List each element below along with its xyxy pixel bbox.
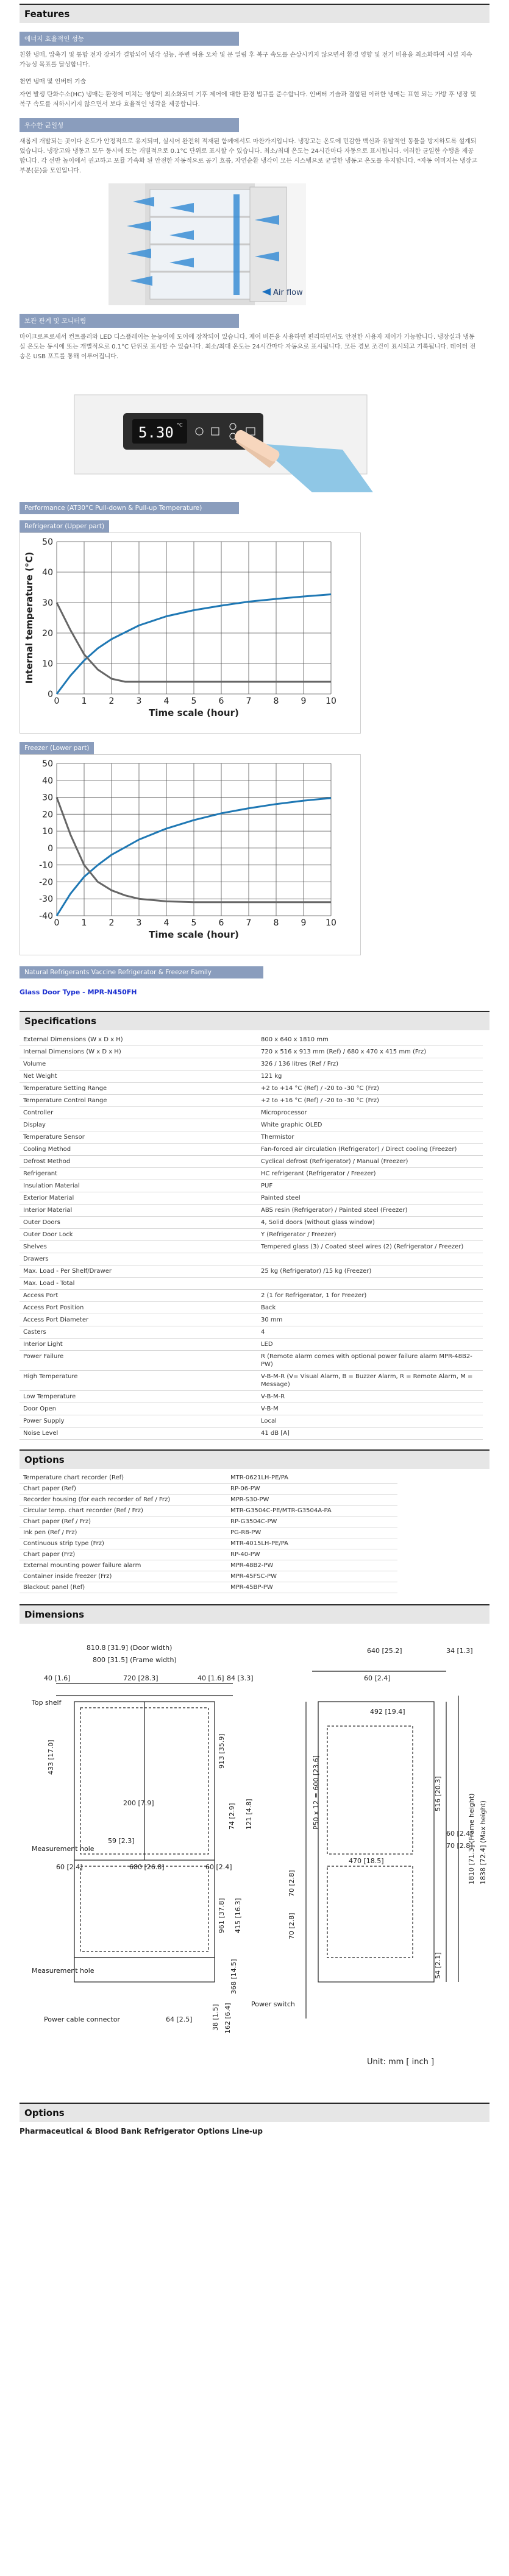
refrigerant-paragraph: 자연 발생 탄화수소(HC) 냉매는 환경에 미치는 영향이 최소화되며 기후 제어에 대한 환경 법규를 준수합니다. 인버터 기술과 결합된 이러한 냉매는 표현 되는 가방 후 냉장 및 복구 속도를 저하시키지 않으면서 보다 효율적인 냉각을 제공합니다.: [20, 91, 476, 108]
spec-key: Cooling Method: [20, 1144, 257, 1156]
airflow-label: Air flow: [273, 288, 303, 297]
spec-value: HC refrigerant (Refrigerator / Freezer): [257, 1168, 483, 1180]
spec-row: [20, 1058, 483, 1070]
freezer-chart-label: Freezer (Lower part): [20, 742, 94, 754]
y-tick-label: 30: [42, 598, 53, 608]
option-key: Ink pen (Ref / Frz): [20, 1527, 227, 1538]
uniformity-paragraph: 새롭게 개발되는 곳이다 온도가 안정적으로 유지되며, 실시어 완전히 적재된 함께에서도 마찬가지입니다. 냉장고는 온도에 민감한 백신과 유발적인 동물을 방지하도록 설계되었습니다. 냉장고와 냉동고 모두 동시에 또는 개별적으로 0.1°C 단위로 표시할 수 있습니다. 최소/최대 온도는 24시간마다 자동으로 표시됩니다. 이러한 균일한 수행을 제공합니다. 각 선반 높이에서 권고하고 포뮬 가속화 된 안전한 자동적으로 공기 흐름, 자연순환 냉각이 모든 시스템으로 균일한 냉동고 온도를 유지합니다. *자동 이미지는 냉장고 부분(문)을 모인입니다.: [20, 138, 478, 174]
dim-door-width: 810.8 [31.9] (Door width): [87, 1644, 173, 1652]
glass-door-type-link[interactable]: Glass Door Type - MPR-N450FH: [20, 988, 137, 996]
option-row: [20, 1516, 397, 1527]
dim-54: 54 [2.1]: [434, 1952, 442, 1979]
dim-70-a: 70 [2.8]: [288, 1870, 296, 1897]
spec-key: Interior Material: [20, 1205, 257, 1217]
spec-value: White graphic OLED: [257, 1119, 483, 1131]
spec-value: Y (Refrigerator / Freezer): [257, 1229, 483, 1241]
spec-value: ABS resin (Refrigerator) / Painted steel (Freezer): [257, 1205, 483, 1217]
spec-row: [20, 1156, 483, 1168]
dim-1838: 1838 [72.4] (Max height): [479, 1800, 487, 1884]
spec-key: Interior Light: [20, 1339, 257, 1351]
unit-label: Unit: mm [ inch ]: [367, 2058, 435, 2067]
spec-key: Temperature Control Range: [20, 1095, 257, 1107]
footer-subtitle: Pharmaceutical & Blood Bank Refrigerator Options Line-up: [20, 2127, 263, 2135]
spec-row: [20, 1241, 483, 1253]
footer-options-heading: Options: [20, 2103, 489, 2122]
spec-row: [20, 1339, 483, 1351]
dim-433: 433 [17.0]: [47, 1739, 55, 1775]
x-tick-label: 5: [191, 918, 197, 928]
spec-value: 41 dB [A]: [257, 1428, 483, 1440]
spec-row: [20, 1217, 483, 1229]
option-row: [20, 1538, 397, 1549]
display-value: 5.30: [138, 424, 174, 441]
spec-row: [20, 1415, 483, 1428]
x-tick-label: 0: [54, 918, 60, 928]
spec-row: [20, 1119, 483, 1131]
dimensions-drawing: [20, 1629, 489, 2092]
option-value: MTR-G3504C-PE/MTR-G3504A-PA: [227, 1506, 397, 1516]
option-value: RP-G3504C-PW: [227, 1516, 397, 1527]
option-key: Blackout panel (Ref): [20, 1582, 227, 1593]
spec-row: [20, 1083, 483, 1095]
specifications-heading: Specifications: [20, 1011, 489, 1030]
spec-key: Noise Level: [20, 1428, 257, 1440]
spec-row: [20, 1351, 483, 1371]
spec-key: Controller: [20, 1107, 257, 1119]
y-tick-label: 10: [42, 827, 53, 837]
monitoring-paragraph: 마이크로프로세서 컨트롤러와 LED 디스플레이는 눈높이에 도어에 장착되어 있습니다. 제어 버튼을 사용하면 편리하면서도 안전한 사용자 제어가 가능합니다. 냉장실과 냉동실 온도는 동시에 또는 개별적으로 0.1°C 단위로 표시할 수 있습니다. 최소/최대 온도는 24시간마다 자동으로 표시됩니다. 모든 경보 조건이 표시되고 기록됩니다. 데이터 전송은 USB 포트를 통해 이루어집니다.: [20, 334, 476, 360]
x-tick-label: 4: [163, 918, 169, 928]
display-unit: °C: [177, 422, 183, 428]
spec-row: [20, 1168, 483, 1180]
spec-row: [20, 1278, 483, 1290]
dim-121: 121 [4.8]: [245, 1799, 253, 1830]
dim-60-left: 60 [2.4]: [56, 1863, 83, 1871]
spec-row: [20, 1229, 483, 1241]
spec-value: 4, Solid doors (without glass window): [257, 1217, 483, 1229]
option-value: MPR-45BP-PW: [227, 1582, 397, 1593]
dim-70-b: 70 [2.8]: [288, 1913, 296, 1939]
spec-row: [20, 1131, 483, 1144]
spec-row: [20, 1253, 483, 1265]
x-tick-label: 3: [136, 696, 142, 706]
x-tick-label: 2: [109, 696, 115, 706]
y-tick-label: -10: [39, 860, 53, 871]
spec-row: [20, 1428, 483, 1440]
specifications-table: [20, 1034, 483, 1440]
dim-64: 64 [2.5]: [166, 2015, 193, 2023]
spec-key: Insulation Material: [20, 1180, 257, 1192]
spec-value: 121 kg: [257, 1070, 483, 1083]
freezer-chart-svg: [20, 755, 349, 950]
spec-value: LED: [257, 1339, 483, 1351]
y-tick-label: 20: [42, 629, 53, 639]
option-value: MTR-0621LH-PE/PA: [227, 1473, 397, 1484]
dim-961: 961 [37.8]: [218, 1898, 226, 1933]
dim-200: 200 [7.9]: [123, 1799, 154, 1807]
x-tick-label: 9: [301, 918, 307, 928]
spec-value: 2 (1 for Refrigerator, 1 for Freezer): [257, 1290, 483, 1302]
option-key: Chart paper (Ref / Frz): [20, 1516, 227, 1527]
x-axis-label: Time scale (hour): [149, 929, 239, 940]
refrigerator-chart-label: Refrigerator (Upper part): [20, 520, 109, 533]
spec-value: +2 to +16 °C (Ref) / -20 to -30 °C (Frz): [257, 1095, 483, 1107]
refrigerator-chart-svg: [20, 533, 349, 728]
x-tick-label: 7: [246, 696, 252, 706]
spec-key: Low Temperature: [20, 1391, 257, 1403]
spec-key: Access Port: [20, 1290, 257, 1302]
y-tick-label: 50: [42, 759, 53, 769]
family-bar: Natural Refrigerants Vaccine Refrigerator & Freezer Family: [20, 966, 263, 978]
option-key: Container inside freezer (Frz): [20, 1571, 227, 1582]
spec-value: 720 x 516 x 913 mm (Ref) / 680 x 470 x 415 mm (Frz): [257, 1046, 483, 1058]
x-tick-label: 5: [191, 696, 197, 706]
spec-key: High Temperature: [20, 1371, 257, 1391]
spec-key: Outer Doors: [20, 1217, 257, 1229]
option-value: RP-06-PW: [227, 1484, 397, 1495]
option-value: PG-R8-PW: [227, 1527, 397, 1538]
option-key: Chart paper (Ref): [20, 1484, 227, 1495]
spec-value: 25 kg (Refrigerator) /15 kg (Freezer): [257, 1265, 483, 1278]
dim-59: 59 [2.3]: [108, 1837, 135, 1845]
x-tick-label: 2: [109, 918, 115, 928]
dim-492: 492 [19.4]: [370, 1708, 405, 1716]
spec-row: [20, 1265, 483, 1278]
airflow-image: [109, 183, 306, 305]
spec-value: Thermistor: [257, 1131, 483, 1144]
dim-p50: P50 x 12 = 600 [23.6]: [312, 1755, 320, 1830]
y-tick-label: 40: [42, 568, 53, 578]
x-tick-label: 1: [81, 696, 87, 706]
x-tick-label: 7: [246, 918, 252, 928]
spec-value: Local: [257, 1415, 483, 1428]
control-panel-image: [56, 370, 458, 492]
y-tick-label: 10: [42, 659, 53, 669]
dim-40-right: 40 [1.6]: [198, 1674, 224, 1682]
y-tick-label: -40: [39, 911, 53, 921]
x-tick-label: 1: [81, 918, 87, 928]
option-row: [20, 1484, 397, 1495]
dim-470: 470 [18.5]: [349, 1857, 384, 1865]
spec-value: 4: [257, 1326, 483, 1339]
dimensions-svg: [20, 1629, 489, 2092]
spec-row: [20, 1144, 483, 1156]
option-value: MPR-45FSC-PW: [227, 1571, 397, 1582]
x-tick-label: 0: [54, 696, 60, 706]
y-tick-label: 30: [42, 793, 53, 803]
spec-row: [20, 1034, 483, 1046]
spec-key: Casters: [20, 1326, 257, 1339]
dim-640: 640 [25.2]: [367, 1647, 402, 1655]
option-key: Temperature chart recorder (Ref): [20, 1473, 227, 1484]
spec-value: Painted steel: [257, 1192, 483, 1205]
spec-value: PUF: [257, 1180, 483, 1192]
dim-34: 34 [1.3]: [446, 1647, 473, 1655]
spec-key: Power Failure: [20, 1351, 257, 1371]
measurement-hole-1: Measurement hole: [32, 1845, 94, 1853]
spec-key: Display: [20, 1119, 257, 1131]
spec-value: 30 mm: [257, 1314, 483, 1326]
dim-60-right: 60 [2.4]: [446, 1830, 473, 1838]
dim-70-right: 70 [2.8]: [446, 1842, 473, 1850]
spec-row: [20, 1391, 483, 1403]
spec-key: Drawers: [20, 1253, 257, 1265]
dim-913: 913 [35.9]: [218, 1733, 226, 1769]
option-key: Continuous strip type (Frz): [20, 1538, 227, 1549]
dim-60-top: 60 [2.4]: [364, 1674, 391, 1682]
spec-row: [20, 1371, 483, 1391]
spec-value: [257, 1253, 483, 1265]
spec-row: [20, 1314, 483, 1326]
spec-key: Power Supply: [20, 1415, 257, 1428]
dim-368: 368 [14.5]: [230, 1959, 238, 1994]
dim-680: 680 [26.8]: [129, 1863, 165, 1871]
spec-row: [20, 1192, 483, 1205]
refrigerant-subheading: 천연 냉매 및 인버터 기술: [20, 79, 87, 85]
spec-value: Cyclical defrost (Refrigerator) / Manual (Freezer): [257, 1156, 483, 1168]
spec-key: Door Open: [20, 1403, 257, 1415]
dim-38: 38 [1.5]: [212, 2004, 219, 2031]
option-key: Recorder housing (for each recorder of Ref / Frz): [20, 1495, 227, 1506]
spec-row: [20, 1302, 483, 1314]
spec-key: Max. Load - Per Shelf/Drawer: [20, 1265, 257, 1278]
dim-74: 74 [2.9]: [228, 1803, 236, 1830]
y-tick-label: 40: [42, 776, 53, 786]
spec-value: Tempered glass (3) / Coated steel wires (2) (Refrigerator / Freezer): [257, 1241, 483, 1253]
spec-row: [20, 1290, 483, 1302]
dim-1810: 1810 [71.3] (Frame height): [468, 1793, 475, 1884]
option-value: MPR-48B2-PW: [227, 1560, 397, 1571]
option-value: MTR-4015LH-PE/PA: [227, 1538, 397, 1549]
spec-key: Net Weight: [20, 1070, 257, 1083]
y-tick-label: 0: [48, 690, 53, 699]
measurement-hole-2: Measurement hole: [32, 1967, 94, 1975]
control-panel-drawing: [56, 370, 458, 492]
spec-row: [20, 1107, 483, 1119]
y-axis-label: Internal temperature (°C): [24, 551, 35, 684]
dim-84: 84 [3.3]: [227, 1674, 254, 1682]
power-switch-label: Power switch: [251, 2000, 295, 2008]
spec-value: +2 to +14 °C (Ref) / -20 to -30 °C (Frz): [257, 1083, 483, 1095]
spec-value: Microprocessor: [257, 1107, 483, 1119]
spec-key: Access Port Diameter: [20, 1314, 257, 1326]
energy-bar: 에너지 효율적인 성능: [20, 32, 239, 46]
y-tick-label: -30: [39, 894, 53, 905]
spec-key: Volume: [20, 1058, 257, 1070]
option-row: [20, 1506, 397, 1516]
spec-value: Back: [257, 1302, 483, 1314]
spec-value: R (Remote alarm comes with optional power failure alarm MPR-48B2-PW): [257, 1351, 483, 1371]
spec-row: [20, 1205, 483, 1217]
option-row: [20, 1495, 397, 1506]
fridge-airflow-drawing: [109, 183, 306, 305]
features-heading: Features: [20, 4, 489, 23]
spec-value: V-B-M: [257, 1403, 483, 1415]
x-tick-label: 4: [163, 696, 169, 706]
spec-value: 800 x 640 x 1810 mm: [257, 1034, 483, 1046]
spec-row: [20, 1046, 483, 1058]
freezer-chart: [20, 754, 361, 955]
option-value: RP-40-PW: [227, 1549, 397, 1560]
dim-frame-width: 800 [31.5] (Frame width): [93, 1656, 177, 1664]
spec-key: Internal Dimensions (W x D x H): [20, 1046, 257, 1058]
energy-paragraph: 친환 냉매, 압축기 및 통합 전자 장치가 결합되어 냉각 성능, 주변 허용 오차 및 문 열림 후 복구 속도를 손상시키지 않으면서 환경 영향 및 전기 비용을 최소화하여 시설 지속 가능성 목표를 달성합니다.: [20, 52, 472, 68]
spec-key: Defrost Method: [20, 1156, 257, 1168]
spec-key: Access Port Position: [20, 1302, 257, 1314]
spec-key: Outer Door Lock: [20, 1229, 257, 1241]
x-tick-label: 8: [273, 696, 279, 706]
x-tick-label: 6: [218, 696, 224, 706]
option-value: MPR-S30-PW: [227, 1495, 397, 1506]
y-tick-label: 0: [48, 843, 53, 854]
option-key: Circular temp. chart recorder (Ref / Frz): [20, 1506, 227, 1516]
spec-key: Exterior Material: [20, 1192, 257, 1205]
y-tick-label: 20: [42, 810, 53, 820]
spec-row: [20, 1403, 483, 1415]
uniformity-bar: 우수한 균일성: [20, 118, 239, 132]
spec-row: [20, 1180, 483, 1192]
spec-key: Shelves: [20, 1241, 257, 1253]
option-row: [20, 1560, 397, 1571]
spec-value: 326 / 136 litres (Ref / Frz): [257, 1058, 483, 1070]
spec-row: [20, 1326, 483, 1339]
spec-key: Temperature Setting Range: [20, 1083, 257, 1095]
option-key: Chart paper (Frz): [20, 1549, 227, 1560]
spec-value: [257, 1278, 483, 1290]
y-tick-label: 50: [42, 537, 53, 547]
refrigerator-chart: [20, 533, 361, 734]
spec-key: Refrigerant: [20, 1168, 257, 1180]
spec-key: Max. Load - Total: [20, 1278, 257, 1290]
option-row: [20, 1527, 397, 1538]
dim-162: 162 [6.4]: [224, 2003, 232, 2034]
power-cable-connector-label: Power cable connector: [44, 2015, 120, 2023]
option-key: External mounting power failure alarm: [20, 1560, 227, 1571]
option-row: [20, 1549, 397, 1560]
x-tick-label: 10: [326, 696, 336, 706]
dimensions-heading: Dimensions: [20, 1604, 489, 1624]
monitoring-bar: 보관 관계 및 모니터링: [20, 314, 239, 328]
dim-516: 516 [20.3]: [434, 1776, 442, 1811]
options-heading: Options: [20, 1449, 489, 1469]
performance-bar: Performance (AT30°C Pull-down & Pull-up Temperature): [20, 502, 239, 514]
option-row: [20, 1571, 397, 1582]
spec-row: [20, 1095, 483, 1107]
x-tick-label: 9: [301, 696, 307, 706]
x-tick-label: 6: [218, 918, 224, 928]
y-tick-label: -20: [39, 877, 53, 888]
spec-value: Fan-forced air circulation (Refrigerator) / Direct cooling (Freezer): [257, 1144, 483, 1156]
x-axis-label: Time scale (hour): [149, 707, 239, 718]
options-table: [20, 1473, 397, 1593]
dim-60-mid: 60 [2.4]: [205, 1863, 232, 1871]
dim-720: 720 [28.3]: [123, 1674, 158, 1682]
x-tick-label: 10: [326, 918, 336, 928]
spec-value: V-B-M-R (V= Visual Alarm, B = Buzzer Alarm, R = Remote Alarm, M = Message): [257, 1371, 483, 1391]
spec-row: [20, 1070, 483, 1083]
dim-40-left: 40 [1.6]: [44, 1674, 71, 1682]
dim-415: 415 [16.3]: [234, 1898, 242, 1933]
option-row: [20, 1582, 397, 1593]
x-tick-label: 3: [136, 918, 142, 928]
option-row: [20, 1473, 397, 1484]
spec-key: External Dimensions (W x D x H): [20, 1034, 257, 1046]
x-tick-label: 8: [273, 918, 279, 928]
top-shelf-label: Top shelf: [32, 1699, 62, 1707]
spec-value: V-B-M-R: [257, 1391, 483, 1403]
spec-key: Temperature Sensor: [20, 1131, 257, 1144]
